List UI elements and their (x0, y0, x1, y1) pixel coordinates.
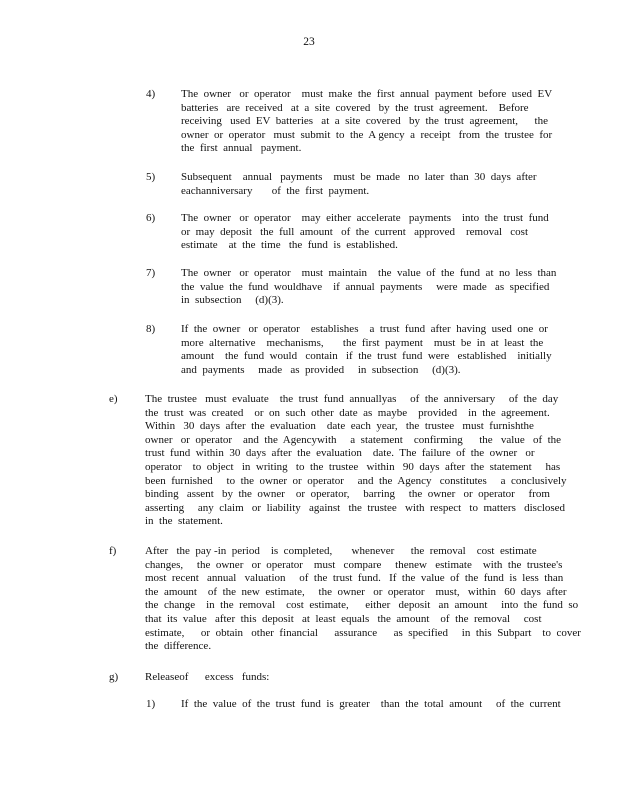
item-text (181, 323, 552, 377)
text-line: and payments made as provided in subsection (d)(3). (181, 363, 461, 376)
page-number: 23 (303, 36, 315, 48)
text-line: receiving used EV batteries at a site covered by the trust agreement, the (181, 115, 548, 128)
text-line: most recent annual valuation of the trust fund. If the value of the fund is less than (145, 572, 564, 585)
text-line: asserting any claim or liability against the trustee with respect to matters disclosed (145, 501, 566, 514)
item-text (181, 267, 556, 308)
text-line: Releaseof excess funds: (145, 671, 270, 683)
item-text (145, 671, 269, 685)
item-marker: 8) (146, 323, 156, 335)
text-line: The owner or operator may either accelerate payments into the trust fund (181, 212, 549, 224)
text-line: Subsequent annual payments must be made no later than 30 days after (181, 171, 537, 183)
text-line: in the statement. (145, 515, 223, 528)
text-line: eachanniversary of the first payment. (181, 184, 370, 197)
text-line: changes, the owner or operator must compare thenew estimate with the trustee's (145, 558, 563, 571)
item-marker: 5) (146, 171, 156, 183)
text-line: in subsection (d)(3). (181, 294, 284, 307)
item-marker: f) (109, 545, 117, 557)
text-line: The trustee must evaluate the trust fund annuallyas of the anniversary of the day (145, 393, 559, 405)
text-line: the change in the removal cost estimate, either deposit an amount into the fund so (145, 599, 579, 612)
item-marker: 6) (146, 212, 156, 224)
text-line: owner or operator must submit to the A gency a receipt from the trustee for (181, 128, 553, 141)
item-text (181, 212, 549, 253)
text-line: the amount of the new estimate, the owner or operator must, within 60 days after (145, 585, 567, 598)
item-marker: 4) (146, 88, 156, 100)
text-line: operator to object in writing to the trustee within 90 days after the statement has (145, 460, 561, 473)
item-marker: e) (109, 393, 118, 405)
text-line: binding assent by the owner or operator, barring the owner or operator from (145, 488, 550, 501)
text-line: that its value after this deposit at least equals the amount of the removal cost (145, 612, 542, 625)
item-text (145, 545, 581, 654)
text-line: The owner or operator must maintain the value of the fund at no less than (181, 267, 557, 279)
text-line: If the owner or operator establishes a trust fund after having used one or (181, 323, 548, 335)
text-line: amount the fund would contain if the trust fund were established initially (181, 350, 552, 363)
text-line: the first annual payment. (181, 142, 302, 155)
text-line: or may deposit the full amount of the current approved removal cost (181, 225, 529, 238)
text-line: After the pay -in period is completed, whenever the removal cost estimate (145, 545, 537, 557)
text-line: The owner or operator must make the first annual payment before used EV (181, 88, 553, 100)
text-line: more alternative mechanisms, the first payment must be in at least the (181, 336, 544, 349)
text-line: owner or operator and the Agencywith a statement confirming the value of the (145, 433, 562, 446)
text-line: the value the fund wouldhave if annual payments were made as specified (181, 280, 550, 293)
item-text (181, 88, 552, 156)
text-line: the trust was created or on such other date as maybe provided in the agreement. (145, 406, 550, 419)
item-marker: 1) (146, 698, 156, 710)
text-line: trust fund within 30 days after the evaluation date. The failure of the owner or (145, 447, 535, 460)
item-text (181, 698, 561, 712)
item-marker: g) (109, 671, 119, 683)
item-text (145, 393, 567, 529)
text-line: Within 30 days after the evaluation date each year, the trustee must furnishthe (145, 420, 534, 433)
text-line: been furnished to the owner or operator and the Agency constitutes a conclusively (145, 474, 567, 487)
item-text (181, 171, 537, 198)
text-line: the difference. (145, 640, 212, 653)
text-line: estimate at the time the fund is established. (181, 239, 398, 252)
text-line: If the value of the trust fund is greater than the total amount of the current (181, 698, 561, 710)
text-line: batteries are received at a site covered by the trust agreement. Before (181, 101, 529, 114)
text-line: estimate, or obtain other financial assurance as specified in this Subpart to cover (145, 626, 581, 639)
item-marker: 7) (146, 267, 156, 279)
